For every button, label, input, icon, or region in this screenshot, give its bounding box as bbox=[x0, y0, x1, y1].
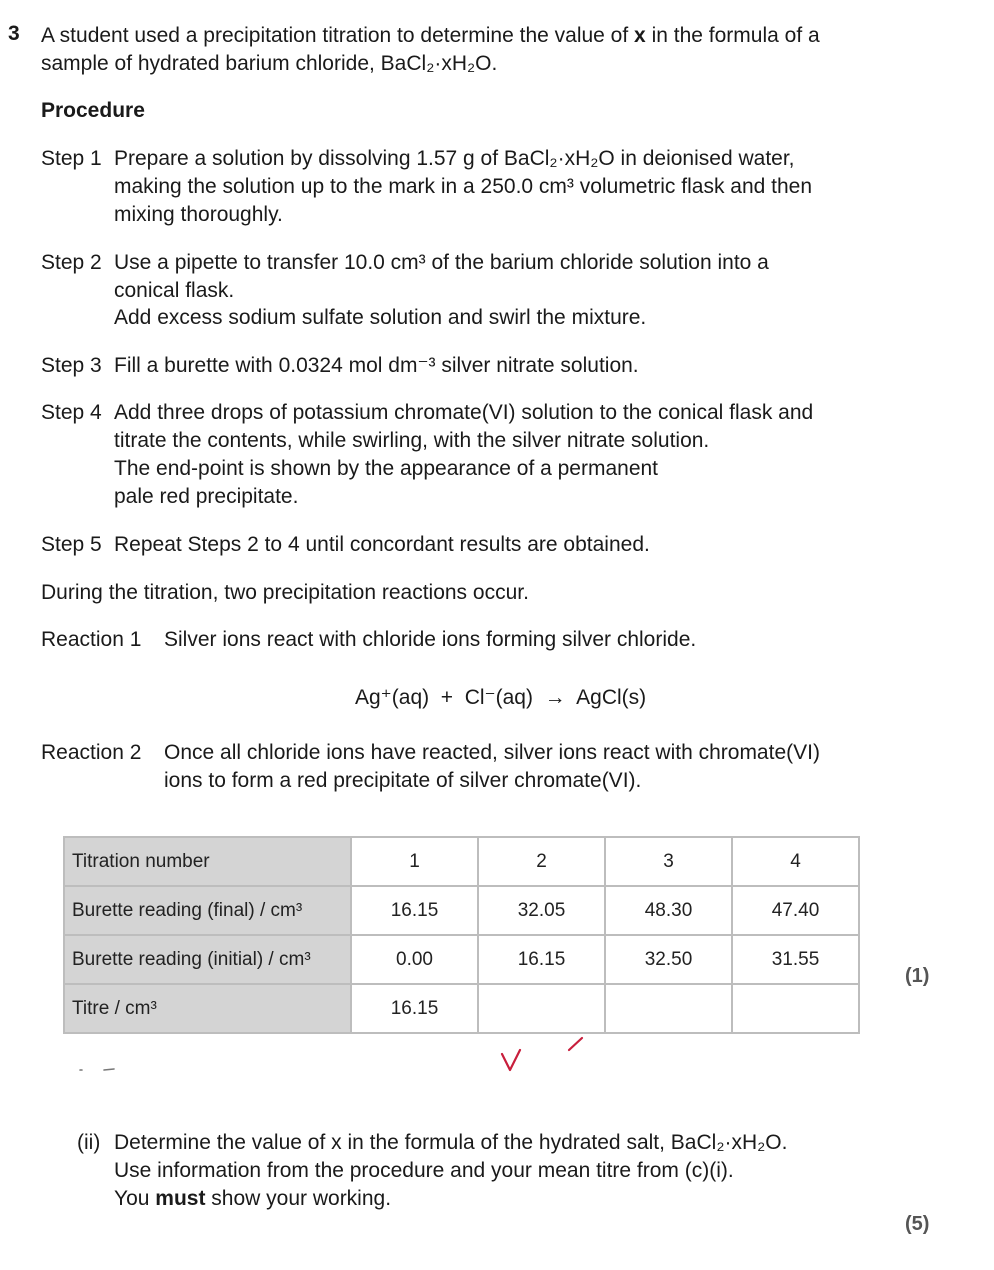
step-2-line: Use a pipette to transfer 10.0 cm³ of the barium chloride solution into a bbox=[114, 251, 769, 274]
part-ii-line2: Use information from the procedure and your mean titre from (c)(i). bbox=[114, 1159, 734, 1182]
row-header: Burette reading (initial) / cm³ bbox=[64, 935, 351, 984]
reaction-2-label: Reaction 2 bbox=[41, 741, 142, 764]
table-cell: 32.50 bbox=[605, 935, 732, 984]
table-row bbox=[64, 886, 859, 935]
reaction-1-equation: Ag⁺(aq) + Cl⁻(aq) → AgCl(s) bbox=[355, 686, 647, 709]
table-cell[interactable]: 16.15 bbox=[351, 984, 478, 1033]
table-cell[interactable] bbox=[478, 984, 605, 1033]
step-4-line: pale red precipitate. bbox=[114, 485, 299, 508]
table-cell: 16.15 bbox=[478, 935, 605, 984]
part-ii-line3: You must show your working. bbox=[114, 1187, 392, 1210]
step-2-line: conical flask. bbox=[114, 279, 235, 302]
reaction-2-line: ions to form a red precipitate of silver chromate(VI). bbox=[164, 769, 642, 792]
step-4-line: titrate the contents, while swirling, with the silver nitrate solution. bbox=[114, 429, 710, 452]
table-marks: (1) bbox=[905, 965, 930, 987]
step-2-line: Add excess sodium sulfate solution and swirl the mixture. bbox=[114, 306, 647, 329]
step-5-line: Repeat Steps 2 to 4 until concordant results are obtained. bbox=[114, 533, 650, 556]
step-4-line: Add three drops of potassium chromate(VI) solution to the conical flask and bbox=[114, 401, 814, 424]
table-cell: 31.55 bbox=[732, 935, 859, 984]
step-1-label: Step 1 bbox=[41, 147, 102, 170]
step-2-label: Step 2 bbox=[41, 251, 102, 274]
row-header: Titration number bbox=[64, 837, 351, 886]
question-number: 3 bbox=[8, 22, 20, 45]
table-cell: 48.30 bbox=[605, 886, 732, 935]
procedure-heading: Procedure bbox=[41, 99, 145, 122]
table-cell: 16.15 bbox=[351, 886, 478, 935]
part-ii-marks: (5) bbox=[905, 1213, 930, 1235]
step-3-line: Fill a burette with 0.0324 mol dm⁻³ silver nitrate solution. bbox=[114, 354, 639, 377]
step-5-label: Step 5 bbox=[41, 533, 102, 556]
pencil-mark-icon bbox=[78, 1064, 118, 1076]
table-row bbox=[64, 935, 859, 984]
table-cell: 3 bbox=[605, 837, 732, 886]
table-cell: 0.00 bbox=[351, 935, 478, 984]
part-ii-label: (ii) bbox=[77, 1131, 101, 1154]
step-1-line: making the solution up to the mark in a 250.0 cm³ volumetric flask and then bbox=[114, 175, 813, 198]
table-row bbox=[64, 984, 859, 1033]
reaction-1-label: Reaction 1 bbox=[41, 628, 142, 651]
reaction-1-text: Silver ions react with chloride ions forming silver chloride. bbox=[164, 628, 697, 651]
step-3-label: Step 3 bbox=[41, 354, 102, 377]
table-cell: 32.05 bbox=[478, 886, 605, 935]
reaction-2-line: Once all chloride ions have reacted, silver ions react with chromate(VI) bbox=[164, 741, 820, 764]
table-cell: 1 bbox=[351, 837, 478, 886]
table-row bbox=[64, 837, 859, 886]
part-ii-line1: Determine the value of x in the formula of the hydrated salt, BaCl₂·xH₂O. bbox=[114, 1131, 788, 1154]
reactions-intro: During the titration, two precipitation reactions occur. bbox=[41, 581, 529, 604]
step-4-line: The end-point is shown by the appearance of a permanent bbox=[114, 457, 659, 480]
handwriting-scribble-icon bbox=[490, 1030, 590, 1075]
row-header: Burette reading (final) / cm³ bbox=[64, 886, 351, 935]
titration-table bbox=[63, 836, 860, 1034]
table-cell: 47.40 bbox=[732, 886, 859, 935]
table-cell: 2 bbox=[478, 837, 605, 886]
table-cell[interactable] bbox=[732, 984, 859, 1033]
step-1-line: mixing thoroughly. bbox=[114, 203, 283, 226]
step-4-label: Step 4 bbox=[41, 401, 102, 424]
table-cell[interactable] bbox=[605, 984, 732, 1033]
row-header: Titre / cm³ bbox=[64, 984, 351, 1033]
question-intro-line1: A student used a precipitation titration to determine the value of x in the formula of a bbox=[41, 24, 820, 47]
table-cell: 4 bbox=[732, 837, 859, 886]
step-1-line: Prepare a solution by dissolving 1.57 g of BaCl₂·xH₂O in deionised water, bbox=[114, 147, 795, 170]
question-intro-line2: sample of hydrated barium chloride, BaCl₂·xH₂O. bbox=[41, 52, 498, 75]
